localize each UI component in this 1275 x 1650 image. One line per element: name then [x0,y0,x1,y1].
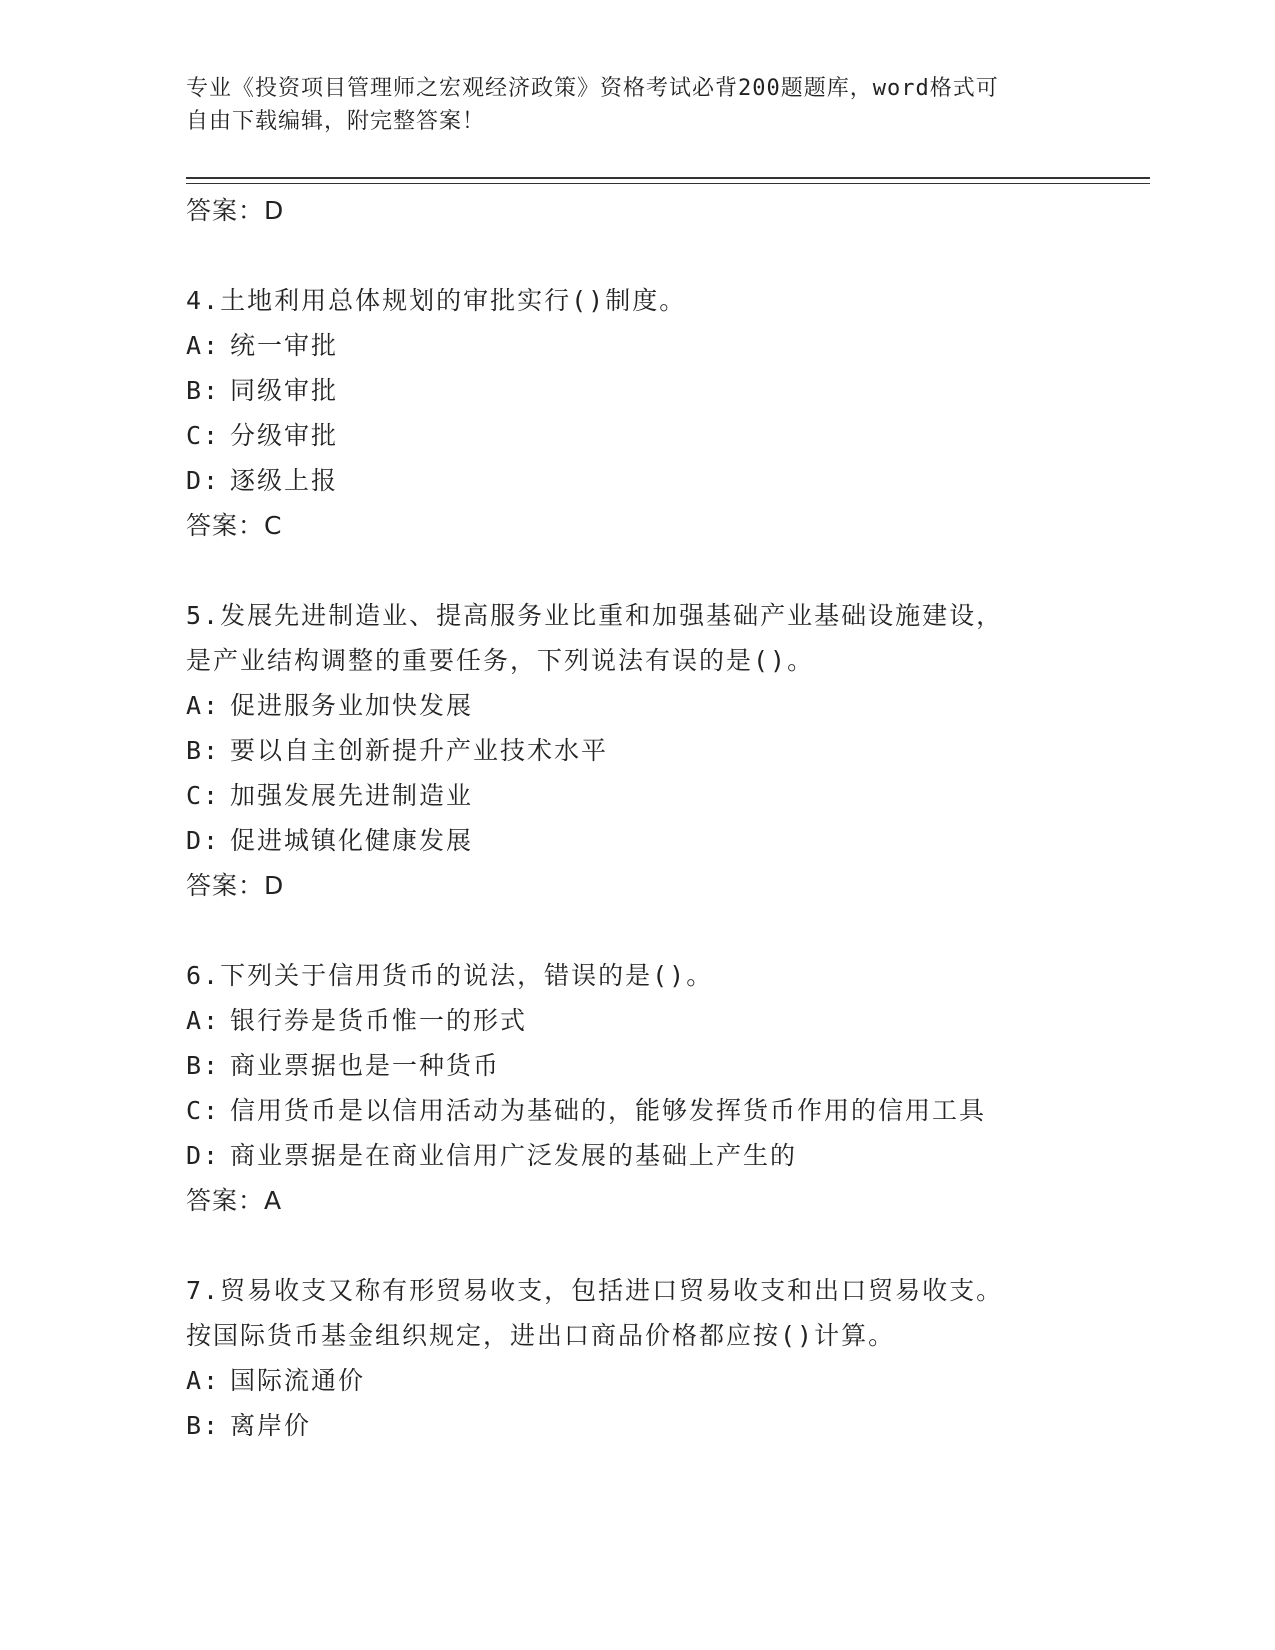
question-stem-continued: 按国际货币基金组织规定，进出口商品价格都应按()计算。 [186,1321,896,1350]
option-text: 逐级上报 [230,466,339,495]
option-c [186,773,1086,818]
answer-line: 答案：C [186,511,283,540]
option-text: 信用货币是以信用活动为基础的，能够发挥货币作用的信用工具 [230,1096,987,1125]
header-rule-thick [186,177,1150,179]
option-text: 商业票据是在商业信用广泛发展的基础上产生的 [230,1141,798,1170]
option-a [186,683,1086,728]
question-stem: 5.发展先进制造业、提高服务业比重和加强基础产业基础设施建设， [186,601,1004,630]
spacer [186,1223,1086,1268]
option-text: 促进服务业加快发展 [230,691,474,720]
option-label: C: [186,421,221,450]
spacer [186,908,1086,953]
spacer [186,548,1086,593]
option-b [186,368,1086,413]
option-text: 离岸价 [230,1411,312,1440]
option-label: D: [186,826,221,855]
option-text: 加强发展先进制造业 [230,781,474,810]
question-stem-continued: 是产业结构调整的重要任务，下列说法有误的是()。 [186,646,815,675]
answer-line: 答案：D [186,196,285,225]
question-stem: 7.贸易收支又称有形贸易收支，包括进口贸易收支和出口贸易收支。 [186,1276,1004,1305]
header-rule-thin [186,183,1150,184]
option-label: A: [186,331,221,360]
option-a [186,323,1086,368]
option-c [186,1088,1086,1133]
option-text: 商业票据也是一种货币 [230,1051,501,1080]
option-text: 银行券是货币惟一的形式 [230,1006,528,1035]
option-d [186,818,1086,863]
option-label: B: [186,376,221,405]
option-d [186,458,1086,503]
option-b [186,1043,1086,1088]
option-d [186,1133,1086,1178]
question-block [186,953,1086,1223]
option-text: 分级审批 [230,421,339,450]
page-header [186,72,1066,138]
option-label: C: [186,1096,221,1125]
option-b [186,728,1086,773]
option-b [186,1403,1086,1448]
question-block [186,593,1086,908]
option-c [186,413,1086,458]
option-text: 国际流通价 [230,1366,366,1395]
option-label: D: [186,1141,221,1170]
question-block [186,278,1086,548]
option-label: D: [186,466,221,495]
option-label: C: [186,781,221,810]
header-line-1: 专业《投资项目管理师之宏观经济政策》资格考试必背200题题库，word格式可 [186,76,999,101]
option-text: 促进城镇化健康发展 [230,826,474,855]
spacer [186,233,1086,278]
question-stem: 4.土地利用总体规划的审批实行()制度。 [186,286,687,315]
option-label: A: [186,1006,221,1035]
option-label: A: [186,691,221,720]
answer-line: 答案：A [186,1186,283,1215]
header-line-2: 自由下载编辑，附完整答案！ [186,109,486,134]
question-list [186,188,1086,1448]
option-a [186,998,1086,1043]
option-label: B: [186,1411,221,1440]
option-text: 统一审批 [230,331,339,360]
option-text: 要以自主创新提升产业技术水平 [230,736,609,765]
option-a [186,1358,1086,1403]
option-label: A: [186,1366,221,1395]
option-text: 同级审批 [230,376,339,405]
question-block [186,1268,1086,1448]
answer-line: 答案：D [186,871,285,900]
option-label: B: [186,736,221,765]
question-stem: 6.下列关于信用货币的说法，错误的是()。 [186,961,714,990]
option-label: B: [186,1051,221,1080]
